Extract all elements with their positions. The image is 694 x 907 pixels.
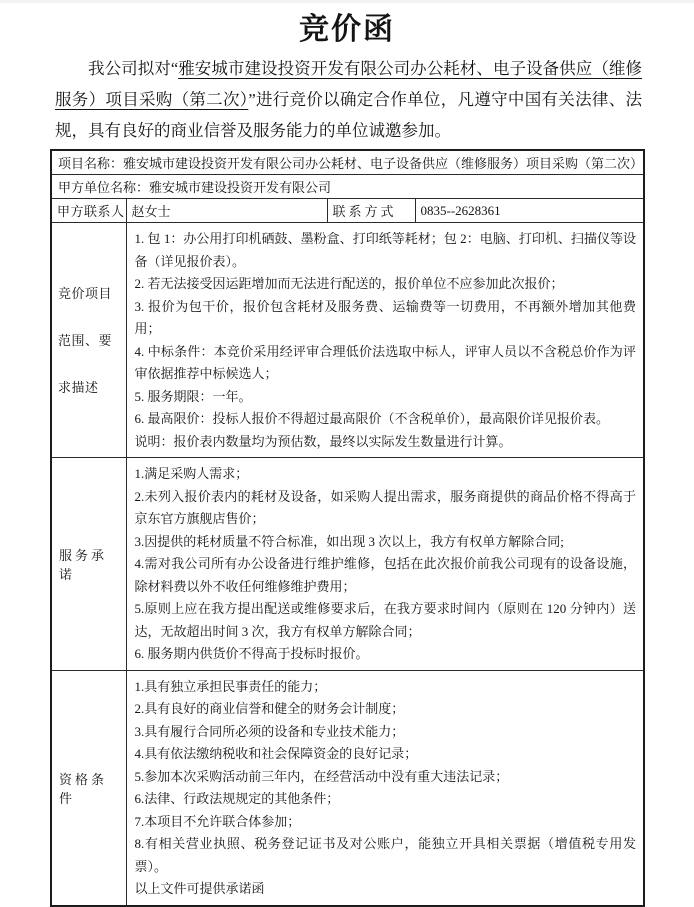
contact-person-label: 甲方联系人: [51, 199, 126, 223]
content-item: 3.因提供的耗材质量不符合标准，如出现 3 次以上，我方有权单方解除合同;: [134, 533, 564, 549]
service-promise-label: 服务承诺: [51, 458, 126, 671]
content-item: 说明：报价表内数量均为预估数，最终以实际发生数量进行计算。: [134, 433, 512, 449]
content-item: 3. 报价为包干价，报价包含耗材及服务费、运输费等一切费用，不再额外增加其他费用；: [134, 298, 637, 336]
contact-row: [51, 199, 644, 223]
document-page: [0, 12, 694, 907]
project-name-row: [51, 150, 644, 175]
contact-phone-value: 0835--2628361: [415, 199, 644, 223]
qualification-row: [51, 670, 644, 906]
content-item: 以上文件可提供承诺函: [134, 881, 265, 896]
content-item: 1.满足采购人需求；: [134, 466, 249, 481]
content-item: 1. 包 1：办公用打印机硒鼓、墨粉盒、打印纸等耗材；包 2：电脑、打印机、扫描仪等设备（详见报价表）。: [134, 231, 637, 269]
intro-suffix: ”进行竞价以确定合作单位，凡遵守中国有关法律、法规，具有良好的商业信誉及服务能力的单位诚邀参加。: [55, 90, 643, 140]
contact-method-label: 联系方式: [327, 199, 415, 223]
content-item: 8.有相关营业执照、税务登记证书及对公账户，能独立开具相关票据（增值税专用发票）。: [134, 836, 637, 874]
content-item: 2.具有良好的商业信誉和健全的财务会计制度；: [134, 701, 405, 716]
content-item: 4.具有依法缴纳税收和社会保障资金的良好记录；: [134, 746, 418, 761]
qualification-label: 资格条件: [51, 670, 126, 906]
intro-prefix: 我公司拟对“: [88, 59, 179, 78]
intro-underlined-project-name: 雅安城市建设投资开发有限公司办公耗材、电子设备供应（维修服务）项目采购（第二次）: [55, 59, 642, 109]
scope-section-content: [126, 223, 644, 458]
content-item: 1.具有独立承担民事责任的能力；: [134, 678, 327, 694]
content-item: 4. 中标条件：本竞价采用经评审合理低价法选取中标人，评审人员以不含税总价作为评审依据推荐中标候选人；: [134, 343, 637, 381]
content-item: 5. 服务期限：一年。: [134, 388, 252, 404]
scope-section-label: 竞价项目范围、要求描述: [51, 223, 126, 458]
page-title: 竞价函: [299, 13, 395, 46]
content-item: 5.参加本次采购活动前三年内，在经营活动中没有重大违法记录；: [134, 768, 509, 784]
intro-paragraph: [55, 53, 642, 146]
scope-section-row: [51, 223, 644, 458]
content-item: 5.原则上应在我方提出配送或维修要求后，在我方要求时间内（原则在 120 分钟内）送达，无故超出时间 3 次，我方有权单方解除合同；: [134, 601, 637, 639]
content-item: 4.需对我公司所有办公设备进行维护维修，包括在此次报价前我公司现有的设备设施，除材料费以外不收任何维修维护费用；: [134, 556, 637, 594]
qualification-content: [126, 670, 644, 906]
content-item: 7.本项目不允许联合体参加；: [134, 813, 301, 829]
party-a-row: [51, 175, 644, 199]
party-a-name-cell: 甲方单位名称：雅安城市建设投资开发有限公司: [51, 175, 644, 199]
service-promise-row: [51, 458, 644, 671]
contact-person-value: 赵女士: [126, 199, 327, 223]
content-item: 2.未列入报价表内的耗材及设备，如采购人提出需求，服务商提供的商品价格不得高于京东官方旗舰店售价；: [134, 488, 637, 526]
service-promise-content: [126, 458, 644, 671]
content-item: 6. 最高限价：投标人报价不得超过最高限价（不含税单价），最高限价详见报价表。: [134, 411, 610, 426]
content-item: 3.具有履行合同所必须的设备和专业技术能力；: [134, 723, 405, 739]
content-item: 6. 服务期内供货价不得高于投标时报价。: [134, 646, 369, 661]
content-item: 2. 若无法接受因运距增加而无法进行配送的，报价单位不应参加此次报价；: [134, 276, 564, 291]
bid-info-table: [50, 149, 645, 907]
project-name-cell: 项目名称：雅安城市建设投资开发有限公司办公耗材、电子设备供应（维修服务）项目采购（第二次）: [51, 150, 644, 175]
content-item: 6.法律、行政法规规定的其他条件；: [134, 791, 340, 806]
